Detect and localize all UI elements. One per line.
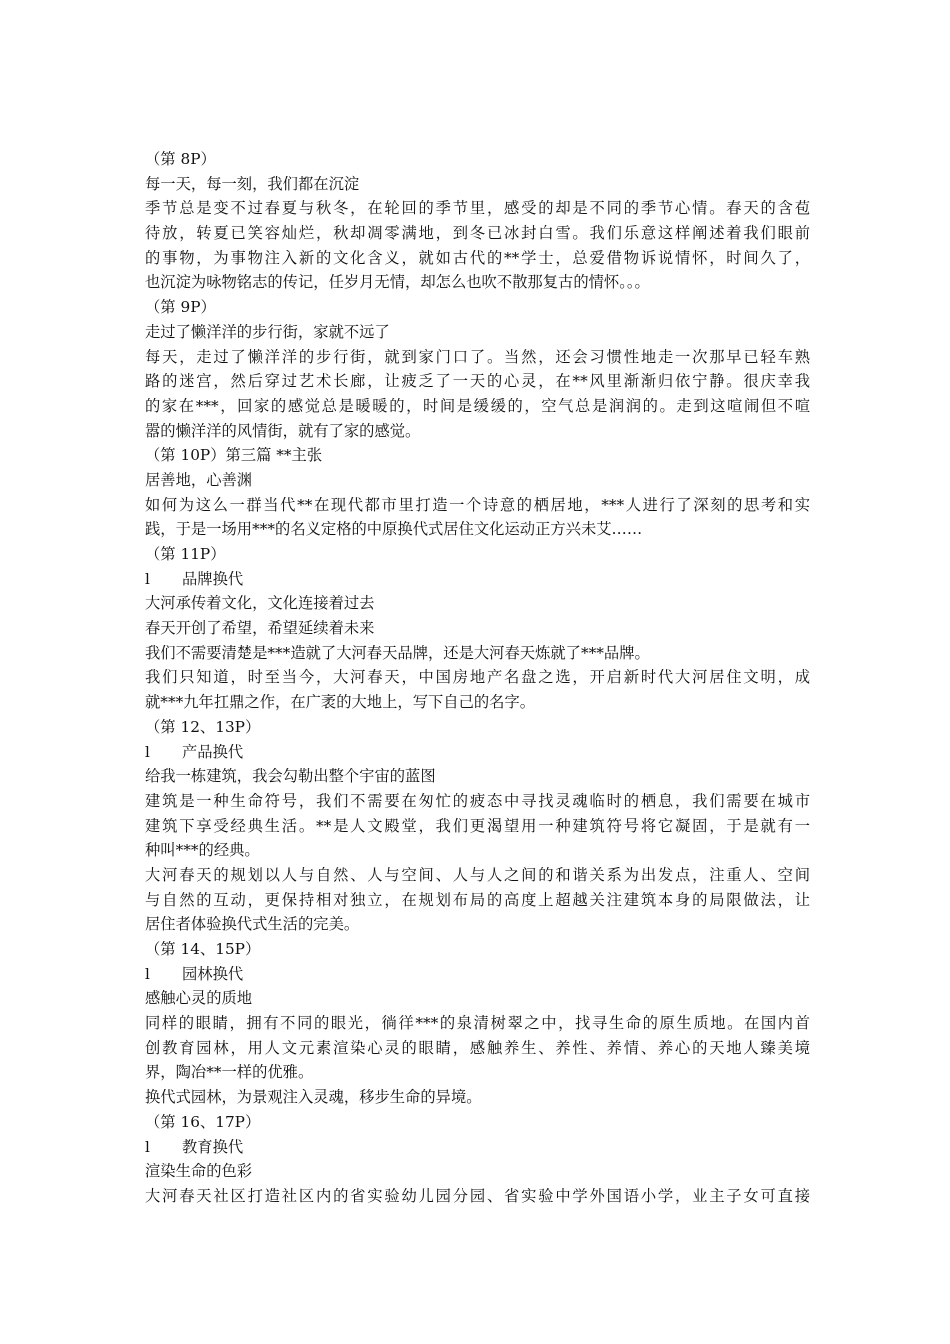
text-line: 界，陶冶**一样的优雅。 bbox=[145, 1063, 314, 1082]
text-line: 大河春天的规划以人与自然、人与空间、人与人之间的和谐关系为出发点，注重人、空间 bbox=[145, 865, 810, 884]
text-line: 就***九年扛鼎之作，在广袤的大地上，写下自己的名字。 bbox=[145, 693, 536, 712]
text-line: 的家在***，回家的感觉总是暖暖的，时间是缓缓的，空气总是润润的。走到这喧闹但不喧 bbox=[145, 396, 810, 415]
text-line: 居善地，心善渊 bbox=[145, 470, 253, 489]
text-line: 春天开创了希望，希望延续着未来 bbox=[145, 619, 375, 638]
bullet-text: 品牌换代 bbox=[182, 569, 244, 588]
bullet-mark: l bbox=[145, 964, 150, 983]
bullet-item bbox=[145, 567, 810, 592]
text-line: 我们不需要清楚是***造就了大河春天品牌，还是大河春天炼就了***品牌。 bbox=[145, 643, 650, 662]
text-line: （第 10P）第三篇 **主张 bbox=[145, 446, 323, 465]
text-line: 换代式园林，为景观注入灵魂，移步生命的异境。 bbox=[145, 1088, 482, 1107]
bullet-mark: l bbox=[145, 742, 150, 761]
text-line: 每一天，每一刻，我们都在沉淀 bbox=[145, 174, 360, 193]
text-line: 路的迷宫，然后穿过艺术长廊，让疲乏了一天的心灵，在**风里渐渐归依宁静。很庆幸我 bbox=[145, 372, 810, 391]
text-line: 也沉淀为咏物铭志的传记，任岁月无情，却怎么也吹不散那复古的情怀。。。 bbox=[145, 273, 650, 292]
text-line: 与自然的互动，更保持相对独立，在规划布局的高度上超越关注建筑本身的局限做法，让 bbox=[145, 890, 810, 909]
text-line: 践，于是一场用***的名义定格的中原换代式居住文化运动正方兴未艾…… bbox=[145, 520, 643, 539]
text-line: （第 14、15P） bbox=[145, 940, 261, 958]
text-line: （第 9P） bbox=[145, 298, 216, 317]
bullet-mark: l bbox=[145, 1137, 150, 1156]
bullet-text: 园林换代 bbox=[182, 964, 244, 983]
text-line: 种叫***的经典。 bbox=[145, 841, 260, 860]
bullet-item bbox=[145, 740, 810, 765]
text-line: 居住者体验换代式生活的完美。 bbox=[145, 915, 360, 934]
bullet-item bbox=[145, 1135, 810, 1160]
text-line: 待放，转夏已笑容灿烂，秋却凋零满地，到冬已冰封白雪。我们乐意这样阐述着我们眼前 bbox=[145, 224, 810, 243]
text-line: 给我一栋建筑，我会勾勒出整个宇宙的蓝图 bbox=[145, 767, 436, 786]
bullet-text: 教育换代 bbox=[182, 1137, 244, 1156]
text-line: （第 12、13P） bbox=[145, 717, 261, 736]
bullet-item bbox=[145, 962, 810, 987]
text-line: 渲染生命的色彩 bbox=[145, 1162, 253, 1181]
text-line: 建筑是一种生命符号，我们不需要在匆忙的疲态中寻找灵魂临时的栖息，我们需要在城市 bbox=[145, 791, 810, 810]
bullet-mark: l bbox=[145, 569, 150, 588]
bullet-text: 产品换代 bbox=[182, 742, 244, 761]
text-line: 建筑下享受经典生活。**是人文殿堂，我们更渴望用一种建筑符号将它凝固，于是就有一 bbox=[145, 816, 810, 835]
text-line: 我们只知道，时至当今，大河春天，中国房地产名盘之选，开启新时代大河居住文明，成 bbox=[145, 668, 810, 687]
text-line: （第 11P） bbox=[145, 545, 226, 563]
text-line: （第 8P） bbox=[145, 150, 216, 168]
text-line: 每天，走过了懒洋洋的步行街，就到家门口了。当然，还会习惯性地走一次那早已轻车熟 bbox=[145, 347, 810, 366]
text-line: 创教育园林，用人文元素渲染心灵的眼睛，感触养生、养性、养情、养心的天地人臻美境 bbox=[145, 1038, 810, 1057]
text-line: 大河春天社区打造社区内的省实验幼儿园分园、省实验中学外国语小学，业主子女可直接 bbox=[145, 1186, 810, 1205]
text-line: 同样的眼睛，拥有不同的眼光，徜徉***的泉清树翠之中，找寻生命的原生质地。在国内首 bbox=[145, 1014, 810, 1033]
text-line: 走过了懒洋洋的步行街，家就不远了 bbox=[145, 322, 390, 341]
text-line: 的事物，为事物注入新的文化含义，就如古代的**学士，总爱借物诉说情怀，时间久了， bbox=[145, 248, 810, 267]
text-line: 嚣的懒洋洋的风情街，就有了家的感觉。 bbox=[145, 421, 421, 440]
text-line: 季节总是变不过春夏与秋冬，在轮回的季节里，感受的却是不同的季节心情。春天的含苞 bbox=[145, 199, 810, 218]
text-line: 如何为这么一群当代**在现代都市里打造一个诗意的栖居地，***人进行了深刻的思考和实 bbox=[145, 495, 810, 514]
document-body bbox=[145, 147, 810, 1209]
text-line: （第 16、17P） bbox=[145, 1112, 261, 1131]
text-line: 大河承传着文化，文化连接着过去 bbox=[145, 594, 375, 613]
text-line: 感触心灵的质地 bbox=[145, 989, 253, 1008]
